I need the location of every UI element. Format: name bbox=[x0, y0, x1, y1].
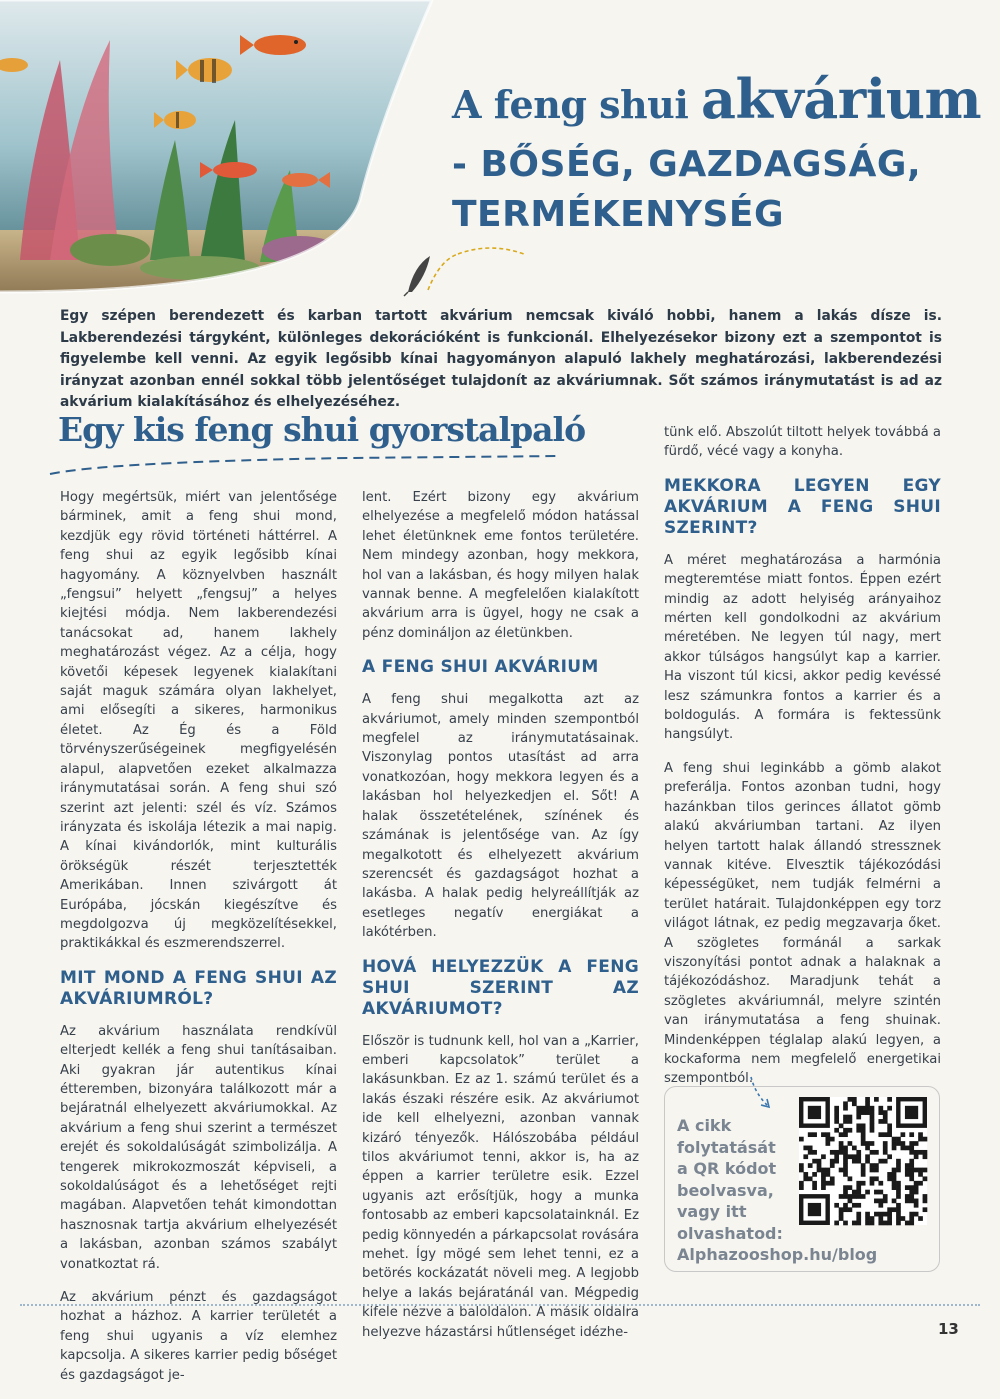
title-line-1 bbox=[452, 67, 992, 131]
qr-text-line-4: beolvasva, bbox=[677, 1180, 774, 1200]
qr-text-line-1: A cikk bbox=[677, 1116, 732, 1135]
arrow-icon bbox=[745, 1075, 775, 1120]
col2-heading-2: HOVÁ HELYEZZÜK A FENG SHUI SZERINT AZ AKVÁRIUMOT? bbox=[362, 956, 639, 1019]
aquarium-illustration bbox=[0, 0, 440, 292]
qr-text-line-3: a QR kódot bbox=[677, 1159, 777, 1178]
qr-text-link[interactable]: Alphazooshop.hu/blog bbox=[677, 1245, 878, 1264]
qr-code[interactable] bbox=[799, 1097, 927, 1230]
col3-paragraph-0: tünk elő. Abszolút tiltott helyek továbbá a fürdő, vécé vagy a konyha. bbox=[664, 425, 941, 460]
col2-heading-1: A FENG SHUI AKVÁRIUM bbox=[362, 657, 599, 678]
col2-paragraph-1: lent. Ezért bizony egy akvárium elhelyezése a megfelelő módon hatással lehet életünknek eme fontos területére. Nem mindegy azonban, hogy mekkora, hol van a lakásban, és hogy milyen halak vannak benne. A megfelelően kialakított akvárium arra is ügyel, hogy ne csak a pénz domináljon az életünkben. bbox=[362, 490, 639, 641]
col2-paragraph-2: A feng shui megalkotta azt az akváriumot, amely minden szempontból megfelel az iránymutatásainak. Viszonylag pontos utasítást ad arra vonatkozóan, hogy mekkora legyen és a lakásban hol helyezkedjen el. Sőt! A halak összetételének, színének és számának is jelentősége van. Az így megalkotott és elhelyezett akvárium szerencsét és gazdagságot hozhat a lakásba. A halak pedig helyreállítják az esetleges negatív energiákat a lakótérben. bbox=[362, 692, 639, 941]
quill-icon bbox=[400, 240, 530, 301]
section-title: Egy kis feng shui gyorstalpaló bbox=[58, 410, 586, 449]
col2-paragraph-3: Először is tudnunk kell, hol van a „Karrier, emberi kapcsolatok” terület a lakásunkban. Ez az 1. számú terület és a lakás északi részére esik. Az akváriumot ide kell elhelyezni, azonban vannak kizáró tényezők. Hálószobába például tilos akváriumot tenni, akkor is, ha az éppen a karrier területre esik. Ezzel ugyanis azt erősítjük, hogy a munka fontosabb az emberi kapcsolatainknál. Ez pedig könnyedén a párkapcsolat rovására mehet. Így mögé sem lehet tenni, ez a betörés kockázatát növeli meg. A legjobb helye a lakás bejáratánál van. Mégpedig kifele nézve a baloldalon. A másik oldalra helyezve házastársi hűtlenséget idézhe- bbox=[362, 1033, 639, 1340]
qr-callout-text bbox=[677, 1115, 878, 1266]
qr-callout-box bbox=[664, 1086, 940, 1272]
col1-paragraph-1: Hogy megértsük, miért van jelentősége bárminek, amit a feng shui mond, kezdjük egy rövid történeti háttérrel. A feng shui az egyik legősibb kínai hagyomány. A köznyelvben használt „fengsui” helyett „fengsuj” a helyes kiejtési módja. Nem lakberendezési tanácsokat ad, hanem lakhely meghatározást végez. Az a célja, hogy követői képesek legyenek kialakítani saját maguk számára olyan lakhelyet, ami elősegíti a sikeres, harmonikus életet. Az Ég és a Föld törvényszerűségeinek megfigyelésén alapul, alapvetően ezeket alkalmazza iránymutatásai során. A feng shui szó szerint azt jelenti: szél és víz. Számos irányzata és iskolája létezik a mai napig. A kínai kivándorlók, mint kulturális örökségük részét terjesztették Amerikában. Innen szivárgott át Európába, jócskán kiegészítve és megdolgozva új megközelítésekkel, praktikákkal és eszmerendszerrel. bbox=[60, 490, 337, 952]
col1-heading: MIT MOND A FENG SHUI AZ AKVÁRIUMRÓL? bbox=[60, 967, 337, 1009]
column-2 bbox=[362, 488, 639, 1356]
page-number: 13 bbox=[938, 1320, 959, 1338]
column-3 bbox=[664, 423, 941, 1103]
title-emphasis: akvárium bbox=[700, 67, 982, 131]
qr-text-line-2: folytatását bbox=[677, 1137, 776, 1157]
qr-text-line-5: vagy itt bbox=[677, 1202, 747, 1221]
column-1 bbox=[60, 488, 337, 1399]
col3-heading: MEKKORA LEGYEN EGY AKVÁRIUM A FENG SHUI SZERINT? bbox=[664, 475, 941, 538]
title-line-3: TERMÉKENYSÉG bbox=[452, 193, 785, 235]
section-title-underline bbox=[48, 448, 568, 483]
qr-text-line-6: olvashatod: bbox=[677, 1223, 783, 1243]
title-line-2: - BŐSÉG, GAZDAGSÁG, bbox=[452, 144, 922, 186]
col3-paragraph-1: A méret meghatározása a harmónia megteremtése miatt fontos. Éppen ezért mindig az adott helyiség arányaihoz mérten kell gondolkodni az akvárium méretében. Ne legyen túl nagy, mert akkor túlságos hangsúlyt kap a karrier. Ha viszont túl kicsi, akkor pedig kevéssé lesz számunkra fontos a karrier és a boldogulás. A formára is fektessünk hangsúlyt. bbox=[664, 552, 941, 743]
article-title bbox=[452, 67, 992, 236]
col1-paragraph-2: Az akvárium használata rendkívül elterjedt kellék a feng shui tanításaiban. Aki gyakran jár autentikus kínai étteremben, bizonyára találkozott már a bejáratnál elhelyezett akváriumokkal. Az akvárium a feng shui szerint a természet erejét és sokoldalúságát szimbolizálja. A tengerek mikrokozmoszát képviseli, a sokoldalúságot és a lehetőséget rejti magában. Alapvetően tehát kimondottan hasznosnak tartja akvárium elhelyezését a lakásban, azonban számos szabályt vonatkoztat rá. bbox=[60, 1023, 337, 1272]
lead-paragraph: Egy szépen berendezett és karban tartott akvárium nemcsak kiváló hobbi, hanem a lakás dísze is. Lakberendezési tárgyként, különleges dekorációként is funkcionál. Elhelyezésekor bizony ezt a szempontot is figyelembe kell venni. Az egyik legősibb kínai hagyományon alapuló lakhely meghatározási, lakberendezési irányzat azonban ennél sokkal több jelentőséget tulajdonít az akváriumnak. Sőt számos iránymutatást is ad az akvárium kialakításához és elhelyezéséhez. bbox=[60, 308, 942, 410]
col1-paragraph-3: Az akvárium pénzt és gazdagságot hozhat a házhoz. A karrier területét a feng shui ugyanis a víz elemhez kapcsolja. A sikeres karrier pedig bőséget és gazdagságot je- bbox=[60, 1290, 337, 1383]
footer-divider bbox=[20, 1304, 980, 1306]
title-prefix: A feng shui bbox=[452, 82, 689, 127]
col3-paragraph-2: A feng shui leginkább a gömb alakot preferálja. Fontos azonban tudni, hogy hazánkban tilos gerinces állatot gömb alakú akváriumban tartani. Az ilyen helyen tartott halak állandó stressznek vannak kitéve. Elvesztik tájékozódási képességüket, nem tudják felmérni a terület határait. Tulajdonképpen egy torz világot látnak, ez pedig megzavarja őket. A szögletes formánál a sarkak viszonyítási pontot adnak a halaknak a tájékozódáshoz. Maradjunk tehát a szögletes akváriumnál, melyre szintén van iránymutatása a feng shuinak. Mindenképpen téglalap alakú legyen, a kockaforma nem megfelelő energetikai szempontból. bbox=[664, 760, 941, 1087]
